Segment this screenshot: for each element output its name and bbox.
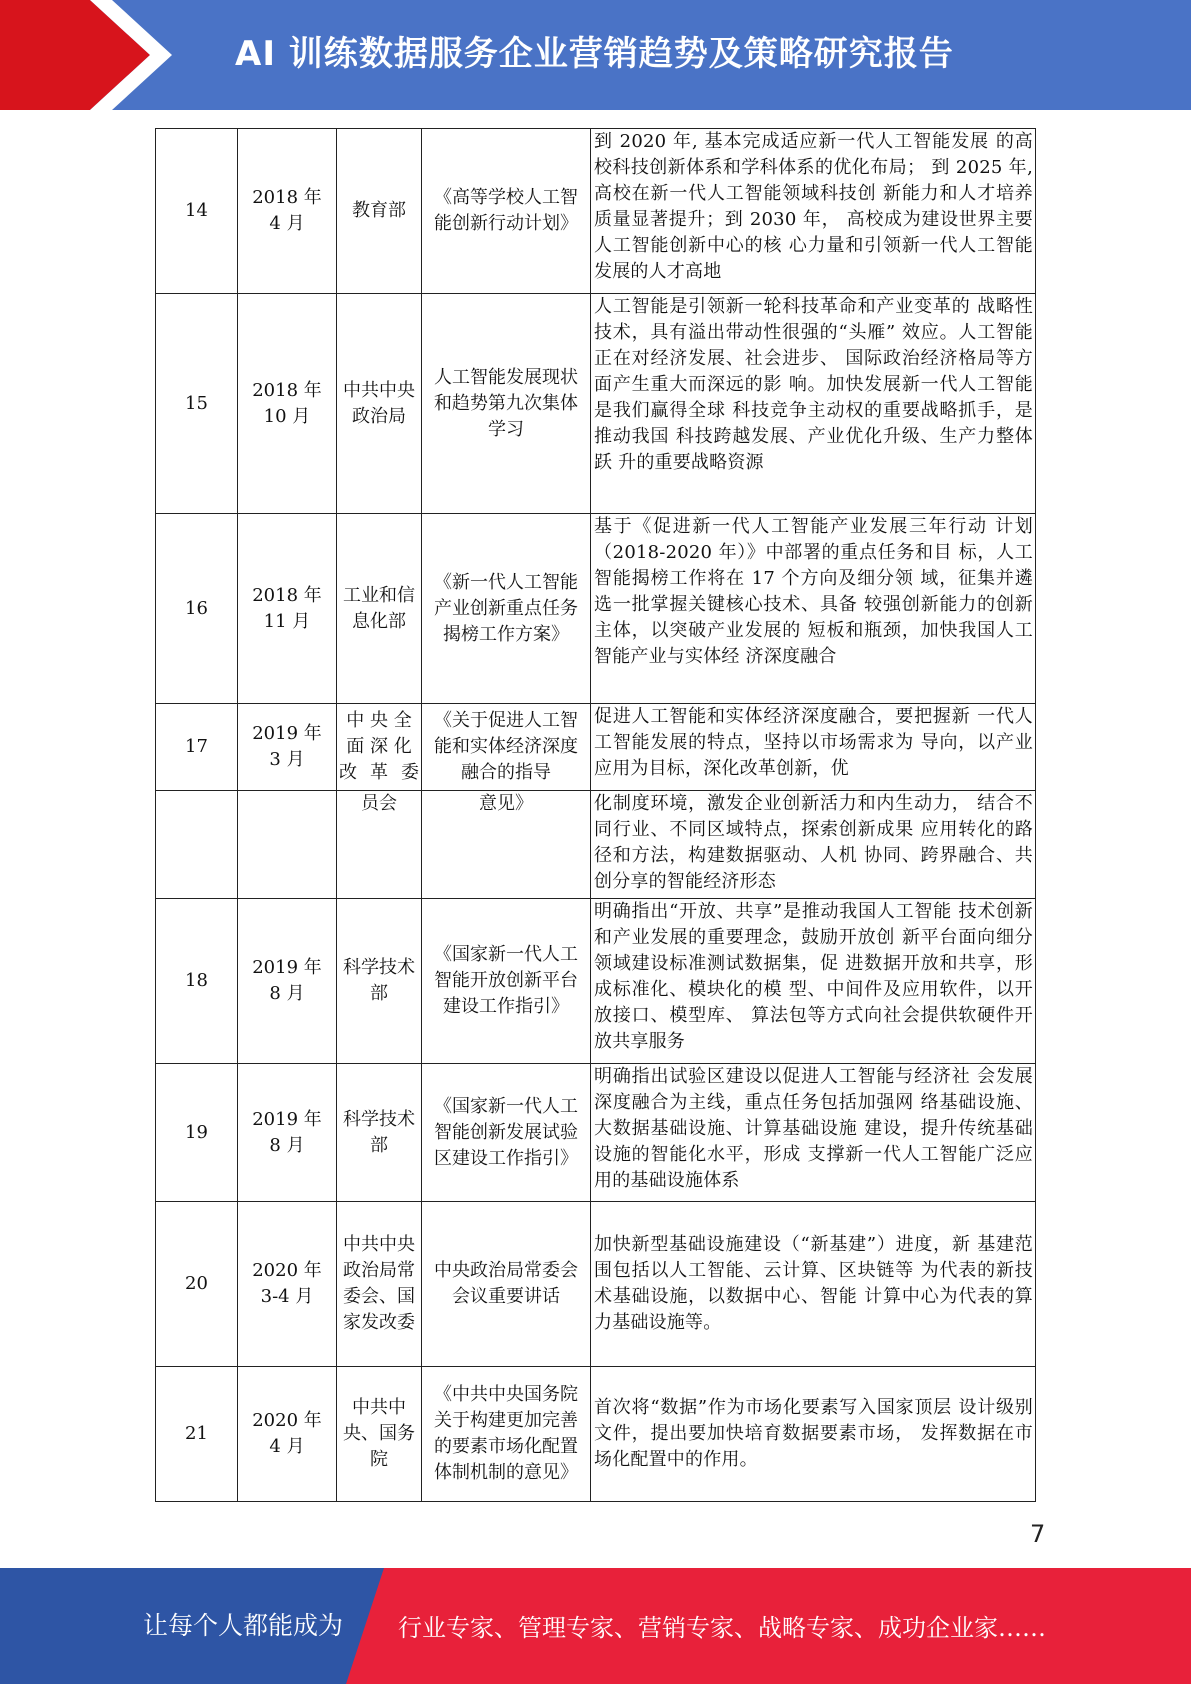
issuing-department: 科学技术部 <box>337 899 422 1064</box>
table-row <box>156 129 1036 294</box>
policy-document: 意见》 <box>422 791 591 899</box>
issuing-department: 中共中央政治局 <box>337 294 422 514</box>
table-row <box>156 1064 1036 1202</box>
row-number: 18 <box>156 899 238 1064</box>
row-number: 19 <box>156 1064 238 1202</box>
policy-document: 《国家新一代人工智能创新发展试验区建设工作指引》 <box>422 1064 591 1202</box>
issue-date: 2019 年 8 月 <box>238 899 337 1064</box>
issuing-department: 工业和信息化部 <box>337 514 422 704</box>
footer-roles: 行业专家、管理专家、营销专家、战略专家、成功企业家…… <box>398 1614 1046 1642</box>
policy-description: 基于《促进新一代人工智能产业发展三年行动 计划（2018-2020 年）》中部署的重点任务和目 标，人工智能揭榜工作将在 17 个方向及细分领 域，征集并遴选一批掌握关键核心技术、具备 较强创新能力的创新主体，以突破产业发展的 短板和瓶颈，加快我国人工智能产业与实体经 济深度融合 <box>591 514 1036 704</box>
row-number: 17 <box>156 704 238 791</box>
table-row <box>156 1367 1036 1502</box>
row-number: 16 <box>156 514 238 704</box>
issuing-department: 科学技术部 <box>337 1064 422 1202</box>
policy-description: 加快新型基础设施建设（“新基建”）进度，新 基建范围包括以人工智能、云计算、区块链等 为代表的新技术基础设施，以数据中心、智能 计算中心为代表的算力基础设施等。 <box>591 1202 1036 1367</box>
policy-document: 《国家新一代人工智能开放创新平台建设工作指引》 <box>422 899 591 1064</box>
row-number: 15 <box>156 294 238 514</box>
policy-table <box>155 128 1036 1502</box>
table-row <box>156 704 1036 791</box>
policy-document: 《高等学校人工智能创新行动计划》 <box>422 129 591 294</box>
policy-description: 明确指出试验区建设以促进人工智能与经济社 会发展深度融合为主线，重点任务包括加强网 络基础设施、大数据基础设施、计算基础设施 建设，提升传统基础设施的智能化水平，形成 支撑新一代人工智能广泛应用的基础设施体系 <box>591 1064 1036 1202</box>
issue-date: 2019 年 3 月 <box>238 704 337 791</box>
table-row <box>156 899 1036 1064</box>
table-row <box>156 514 1036 704</box>
row-number: 14 <box>156 129 238 294</box>
policy-description: 促进人工智能和实体经济深度融合，要把握新 一代人工智能发展的特点，坚持以市场需求为 导向，以产业应用为目标，深化改革创新，优 <box>591 704 1036 791</box>
policy-document: 人工智能发展现状和趋势第九次集体学习 <box>422 294 591 514</box>
policy-description: 到 2020 年, 基本完成适应新一代人工智能发展 的高校科技创新体系和学科体系的优化布局； 到 2025 年, 高校在新一代人工智能领域科技创 新能力和人才培养质量显著提升；到 2030 年， 高校成为建设世界主要人工智能创新中心的核 心力量和引领新一代人工智能发展的人才高地 <box>591 129 1036 294</box>
table-row <box>156 294 1036 514</box>
policy-document: 中央政治局常委会会议重要讲话 <box>422 1202 591 1367</box>
policy-description: 明确指出“开放、共享”是推动我国人工智能 技术创新和产业发展的重要理念，鼓励开放创 新平台面向细分领域建设标准测试数据集，促 进数据开放和共享，形成标准化、模块化的模 型、中间件及应用软件，以开放接口、模型库、 算法包等方式向社会提供软硬件开放共享服务 <box>591 899 1036 1064</box>
policy-document: 《中共中央国务院关于构建更加完善的要素市场化配置体制机制的意见》 <box>422 1367 591 1502</box>
issue-date: 2020 年 3-4 月 <box>238 1202 337 1367</box>
table-row <box>156 791 1036 899</box>
issuing-department: 中 央 全 面 深 化 改革委 <box>337 704 422 791</box>
policy-description: 化制度环境，激发企业创新活力和内生动力， 结合不同行业、不同区域特点，探索创新成果 应用转化的路径和方法，构建数据驱动、人机 协同、跨界融合、共创分享的智能经济形态 <box>591 791 1036 899</box>
issue-date: 2020 年 4 月 <box>238 1367 337 1502</box>
issuing-department: 中共中央政治局常委会、国家发改委 <box>337 1202 422 1367</box>
table-row <box>156 1202 1036 1367</box>
row-number: 20 <box>156 1202 238 1367</box>
policy-document: 《关于促进人工智能和实体经济深度融合的指导 <box>422 704 591 791</box>
policy-description: 首次将“数据”作为市场化要素写入国家顶层 设计级别文件，提出要加快培育数据要素市场， 发挥数据在市场化配置中的作用。 <box>591 1367 1036 1502</box>
report-title: AI 训练数据服务企业营销趋势及策略研究报告 <box>235 34 954 74</box>
issue-date <box>238 791 337 899</box>
policy-document: 《新一代人工智能产业创新重点任务揭榜工作方案》 <box>422 514 591 704</box>
issue-date: 2018 年 10 月 <box>238 294 337 514</box>
footer-slogan: 让每个人都能成为 <box>143 1611 344 1640</box>
issuing-department: 教育部 <box>337 129 422 294</box>
issuing-department: 中共中央、国务院 <box>337 1367 422 1502</box>
issue-date: 2019 年 8 月 <box>238 1064 337 1202</box>
issuing-department: 员会 <box>337 791 422 899</box>
page-footer <box>0 1568 1191 1684</box>
page-number: 7 <box>1030 1520 1046 1548</box>
policy-description: 人工智能是引领新一轮科技革命和产业变革的 战略性技术，具有溢出带动性很强的“头雁” 效应。人工智能正在对经济发展、社会进步、 国际政治经济格局等方面产生重大而深远的影 响。加快发展新一代人工智能是我们赢得全球 科技竞争主动权的重要战略抓手，是推动我国 科技跨越发展、产业优化升级、生产力整体跃 升的重要战略资源 <box>591 294 1036 514</box>
page-header <box>0 0 1191 110</box>
row-number <box>156 791 238 899</box>
row-number: 21 <box>156 1367 238 1502</box>
issue-date: 2018 年 11 月 <box>238 514 337 704</box>
issue-date: 2018 年 4 月 <box>238 129 337 294</box>
